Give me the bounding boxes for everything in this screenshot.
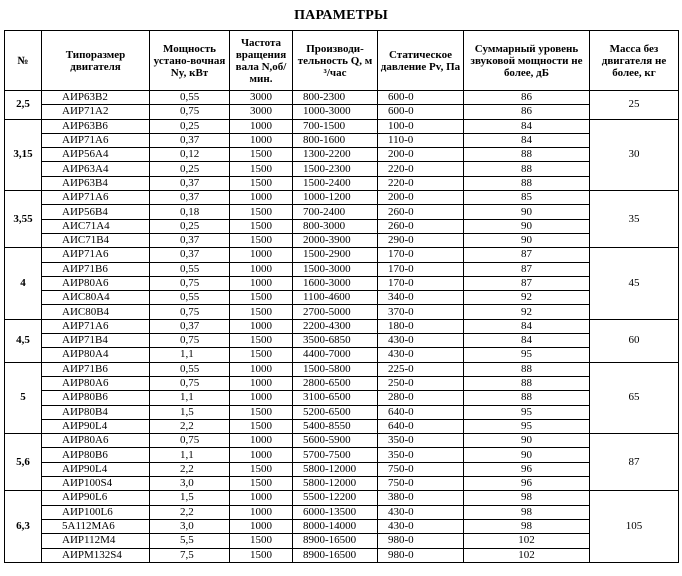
type-cell: АИР80А6 [42, 376, 150, 390]
freq-cell: 1000 [230, 133, 293, 147]
power-cell: 1,1 [150, 348, 230, 362]
type-cell: АИС71А4 [42, 219, 150, 233]
freq-cell: 1000 [230, 376, 293, 390]
freq-cell: 1000 [230, 519, 293, 533]
power-cell: 0,37 [150, 248, 230, 262]
pressure-cell: 430-0 [378, 334, 464, 348]
noise-cell: 84 [464, 319, 590, 333]
flow-cell: 700-2400 [293, 205, 378, 219]
power-cell: 0,37 [150, 191, 230, 205]
mass-cell: 87 [590, 434, 679, 491]
freq-cell: 1500 [230, 534, 293, 548]
type-cell: АИС80А4 [42, 291, 150, 305]
flow-cell: 1100-4600 [293, 291, 378, 305]
power-cell: 0,37 [150, 133, 230, 147]
power-cell: 5,5 [150, 534, 230, 548]
noise-cell: 87 [464, 276, 590, 290]
freq-cell: 1000 [230, 276, 293, 290]
parameters-table [4, 30, 679, 563]
power-cell: 0,75 [150, 305, 230, 319]
freq-cell: 1500 [230, 205, 293, 219]
noise-cell: 102 [464, 534, 590, 548]
noise-cell: 95 [464, 348, 590, 362]
power-cell: 0,18 [150, 205, 230, 219]
pressure-cell: 600-0 [378, 105, 464, 119]
power-cell: 0,55 [150, 291, 230, 305]
type-cell: АИС80В4 [42, 305, 150, 319]
flow-cell: 8900-16500 [293, 548, 378, 562]
freq-cell: 3000 [230, 105, 293, 119]
header-noise: Суммарный уровень звуковой мощности не более, дБ [464, 31, 590, 91]
mass-cell: 45 [590, 248, 679, 319]
pressure-cell: 250-0 [378, 376, 464, 390]
pressure-cell: 110-0 [378, 133, 464, 147]
mass-cell: 30 [590, 119, 679, 190]
freq-cell: 1000 [230, 191, 293, 205]
table-row [5, 91, 679, 105]
flow-cell: 8000-14000 [293, 519, 378, 533]
flow-cell: 700-1500 [293, 119, 378, 133]
pressure-cell: 260-0 [378, 205, 464, 219]
table-row [5, 105, 679, 119]
noise-cell: 90 [464, 205, 590, 219]
power-cell: 0,37 [150, 233, 230, 247]
pressure-cell: 220-0 [378, 162, 464, 176]
noise-cell: 92 [464, 291, 590, 305]
freq-cell: 1500 [230, 348, 293, 362]
noise-cell: 85 [464, 191, 590, 205]
freq-cell: 1000 [230, 362, 293, 376]
freq-cell: 1500 [230, 233, 293, 247]
table-row [5, 376, 679, 390]
noise-cell: 90 [464, 233, 590, 247]
power-cell: 0,25 [150, 162, 230, 176]
pressure-cell: 430-0 [378, 348, 464, 362]
power-cell: 0,12 [150, 148, 230, 162]
type-cell: АИР80А4 [42, 348, 150, 362]
header-num: № [5, 31, 42, 91]
table-row [5, 148, 679, 162]
table-row [5, 334, 679, 348]
table-row [5, 133, 679, 147]
pressure-cell: 640-0 [378, 405, 464, 419]
power-cell: 0,25 [150, 119, 230, 133]
table-row [5, 434, 679, 448]
freq-cell: 1500 [230, 548, 293, 562]
type-cell: АИР71А6 [42, 133, 150, 147]
power-cell: 0,55 [150, 262, 230, 276]
pressure-cell: 260-0 [378, 219, 464, 233]
type-cell: АИР63В2 [42, 91, 150, 105]
type-cell: АИР71А2 [42, 105, 150, 119]
header-pressure: Статическое давление Pv, Па [378, 31, 464, 91]
type-cell: АИР71А6 [42, 248, 150, 262]
noise-cell: 96 [464, 462, 590, 476]
flow-cell: 5800-12000 [293, 477, 378, 491]
table-row [5, 348, 679, 362]
pressure-cell: 200-0 [378, 148, 464, 162]
pressure-cell: 280-0 [378, 391, 464, 405]
page-title: ПАРАМЕТРЫ [294, 8, 388, 23]
freq-cell: 1000 [230, 119, 293, 133]
freq-cell: 1000 [230, 491, 293, 505]
freq-cell: 1000 [230, 505, 293, 519]
power-cell: 1,1 [150, 391, 230, 405]
freq-cell: 1500 [230, 405, 293, 419]
noise-cell: 90 [464, 434, 590, 448]
pressure-cell: 100-0 [378, 119, 464, 133]
flow-cell: 5200-6500 [293, 405, 378, 419]
table-row [5, 491, 679, 505]
pressure-cell: 380-0 [378, 491, 464, 505]
flow-cell: 1500-5800 [293, 362, 378, 376]
power-cell: 2,2 [150, 419, 230, 433]
power-cell: 1,5 [150, 405, 230, 419]
pressure-cell: 180-0 [378, 319, 464, 333]
flow-cell: 1000-1200 [293, 191, 378, 205]
pressure-cell: 750-0 [378, 462, 464, 476]
type-cell: АИР71В6 [42, 262, 150, 276]
table-row [5, 548, 679, 562]
header-mass: Масса без двигателя не более, кг [590, 31, 679, 91]
table-row [5, 534, 679, 548]
power-cell: 0,37 [150, 319, 230, 333]
pressure-cell: 750-0 [378, 477, 464, 491]
fan-size-cell: 4 [5, 248, 42, 319]
freq-cell: 1500 [230, 477, 293, 491]
table-row [5, 262, 679, 276]
type-cell: АИР80А6 [42, 434, 150, 448]
power-cell: 0,25 [150, 219, 230, 233]
noise-cell: 87 [464, 262, 590, 276]
mass-cell: 35 [590, 191, 679, 248]
power-cell: 7,5 [150, 548, 230, 562]
freq-cell: 1000 [230, 391, 293, 405]
flow-cell: 8900-16500 [293, 534, 378, 548]
flow-cell: 2700-5000 [293, 305, 378, 319]
pressure-cell: 290-0 [378, 233, 464, 247]
noise-cell: 95 [464, 405, 590, 419]
type-cell: АИР80А6 [42, 276, 150, 290]
mass-cell: 65 [590, 362, 679, 433]
freq-cell: 1500 [230, 462, 293, 476]
flow-cell: 3100-6500 [293, 391, 378, 405]
table-row [5, 305, 679, 319]
table-row [5, 176, 679, 190]
pressure-cell: 600-0 [378, 91, 464, 105]
power-cell: 0,55 [150, 362, 230, 376]
table-row [5, 319, 679, 333]
noise-cell: 102 [464, 548, 590, 562]
noise-cell: 96 [464, 477, 590, 491]
fan-size-cell: 5,6 [5, 434, 42, 491]
table-row [5, 477, 679, 491]
power-cell: 0,37 [150, 176, 230, 190]
flow-cell: 1500-3000 [293, 262, 378, 276]
table-row [5, 191, 679, 205]
noise-cell: 88 [464, 391, 590, 405]
table-row [5, 448, 679, 462]
table-row [5, 162, 679, 176]
freq-cell: 1000 [230, 434, 293, 448]
pressure-cell: 170-0 [378, 262, 464, 276]
flow-cell: 2000-3900 [293, 233, 378, 247]
noise-cell: 98 [464, 491, 590, 505]
noise-cell: 90 [464, 448, 590, 462]
freq-cell: 1000 [230, 319, 293, 333]
flow-cell: 800-2300 [293, 91, 378, 105]
flow-cell: 1000-3000 [293, 105, 378, 119]
noise-cell: 88 [464, 162, 590, 176]
power-cell: 1,1 [150, 448, 230, 462]
type-cell: АИР112М4 [42, 534, 150, 548]
freq-cell: 1500 [230, 219, 293, 233]
type-cell: АИР63А4 [42, 162, 150, 176]
type-cell: АИР71В6 [42, 362, 150, 376]
pressure-cell: 350-0 [378, 434, 464, 448]
noise-cell: 84 [464, 119, 590, 133]
pressure-cell: 430-0 [378, 505, 464, 519]
flow-cell: 5400-8550 [293, 419, 378, 433]
type-cell: АИР56А4 [42, 148, 150, 162]
table-body [5, 91, 679, 563]
noise-cell: 88 [464, 376, 590, 390]
table-row [5, 505, 679, 519]
flow-cell: 1300-2200 [293, 148, 378, 162]
flow-cell: 5700-7500 [293, 448, 378, 462]
freq-cell: 1500 [230, 176, 293, 190]
type-cell: АИР71А6 [42, 191, 150, 205]
table-row [5, 519, 679, 533]
pressure-cell: 170-0 [378, 248, 464, 262]
table-row [5, 219, 679, 233]
type-cell: АИР100S4 [42, 477, 150, 491]
type-cell: АИР80В4 [42, 405, 150, 419]
pressure-cell: 640-0 [378, 419, 464, 433]
noise-cell: 92 [464, 305, 590, 319]
header-power: Мощность устано-вочная Ny, кВт [150, 31, 230, 91]
table-row [5, 205, 679, 219]
header-row [5, 31, 679, 91]
mass-cell: 60 [590, 319, 679, 362]
type-cell: АИР71В4 [42, 334, 150, 348]
flow-cell: 2200-4300 [293, 319, 378, 333]
noise-cell: 86 [464, 105, 590, 119]
freq-cell: 1500 [230, 334, 293, 348]
pressure-cell: 430-0 [378, 519, 464, 533]
table-row [5, 291, 679, 305]
noise-cell: 98 [464, 505, 590, 519]
flow-cell: 800-3000 [293, 219, 378, 233]
table-row [5, 405, 679, 419]
type-cell: АИР80В6 [42, 448, 150, 462]
type-cell: АИР63В4 [42, 176, 150, 190]
noise-cell: 84 [464, 133, 590, 147]
power-cell: 3,0 [150, 519, 230, 533]
power-cell: 2,2 [150, 462, 230, 476]
table-row [5, 119, 679, 133]
flow-cell: 800-1600 [293, 133, 378, 147]
freq-cell: 1500 [230, 291, 293, 305]
mass-cell: 25 [590, 91, 679, 120]
flow-cell: 2800-6500 [293, 376, 378, 390]
type-cell: АИР80В6 [42, 391, 150, 405]
fan-size-cell: 3,55 [5, 191, 42, 248]
type-cell: АИР90L4 [42, 419, 150, 433]
type-cell: АИРМ132S4 [42, 548, 150, 562]
noise-cell: 88 [464, 176, 590, 190]
fan-size-cell: 3,15 [5, 119, 42, 190]
header-flow: Производи-тельность Q, м ³/час [293, 31, 378, 91]
type-cell: АИР100L6 [42, 505, 150, 519]
noise-cell: 84 [464, 334, 590, 348]
type-cell: АИР56В4 [42, 205, 150, 219]
table-row [5, 462, 679, 476]
power-cell: 2,2 [150, 505, 230, 519]
power-cell: 0,75 [150, 376, 230, 390]
freq-cell: 1500 [230, 162, 293, 176]
type-cell: АИС71В4 [42, 233, 150, 247]
pressure-cell: 225-0 [378, 362, 464, 376]
flow-cell: 1600-3000 [293, 276, 378, 290]
fan-size-cell: 2,5 [5, 91, 42, 120]
freq-cell: 1500 [230, 419, 293, 433]
table-row [5, 233, 679, 247]
type-cell: АИР90L6 [42, 491, 150, 505]
pressure-cell: 980-0 [378, 548, 464, 562]
table-row [5, 419, 679, 433]
pressure-cell: 980-0 [378, 534, 464, 548]
flow-cell: 5500-12200 [293, 491, 378, 505]
pressure-cell: 370-0 [378, 305, 464, 319]
noise-cell: 90 [464, 219, 590, 233]
flow-cell: 1500-2400 [293, 176, 378, 190]
fan-size-cell: 4,5 [5, 319, 42, 362]
pressure-cell: 200-0 [378, 191, 464, 205]
pressure-cell: 340-0 [378, 291, 464, 305]
noise-cell: 86 [464, 91, 590, 105]
flow-cell: 6000-13500 [293, 505, 378, 519]
freq-cell: 1500 [230, 148, 293, 162]
pressure-cell: 220-0 [378, 176, 464, 190]
type-cell: АИР71А6 [42, 319, 150, 333]
freq-cell: 1000 [230, 262, 293, 276]
header-type: Типоразмер двигателя [42, 31, 150, 91]
flow-cell: 5800-12000 [293, 462, 378, 476]
power-cell: 0,75 [150, 276, 230, 290]
type-cell: 5А112МА6 [42, 519, 150, 533]
table-row [5, 391, 679, 405]
pressure-cell: 170-0 [378, 276, 464, 290]
table-row [5, 276, 679, 290]
noise-cell: 87 [464, 248, 590, 262]
table-row [5, 248, 679, 262]
power-cell: 0,75 [150, 105, 230, 119]
flow-cell: 3500-6850 [293, 334, 378, 348]
noise-cell: 98 [464, 519, 590, 533]
freq-cell: 1000 [230, 248, 293, 262]
flow-cell: 4400-7000 [293, 348, 378, 362]
noise-cell: 95 [464, 419, 590, 433]
pressure-cell: 350-0 [378, 448, 464, 462]
header-freq: Частота вращения вала N,об/мин. [230, 31, 293, 91]
power-cell: 1,5 [150, 491, 230, 505]
freq-cell: 3000 [230, 91, 293, 105]
power-cell: 0,55 [150, 91, 230, 105]
freq-cell: 1500 [230, 305, 293, 319]
type-cell: АИР63В6 [42, 119, 150, 133]
flow-cell: 5600-5900 [293, 434, 378, 448]
power-cell: 0,75 [150, 434, 230, 448]
type-cell: АИР90L4 [42, 462, 150, 476]
noise-cell: 88 [464, 362, 590, 376]
fan-size-cell: 5 [5, 362, 42, 433]
table-row [5, 362, 679, 376]
flow-cell: 1500-2300 [293, 162, 378, 176]
flow-cell: 1500-2900 [293, 248, 378, 262]
mass-cell: 105 [590, 491, 679, 562]
noise-cell: 88 [464, 148, 590, 162]
freq-cell: 1000 [230, 448, 293, 462]
power-cell: 0,75 [150, 334, 230, 348]
fan-size-cell: 6,3 [5, 491, 42, 562]
power-cell: 3,0 [150, 477, 230, 491]
